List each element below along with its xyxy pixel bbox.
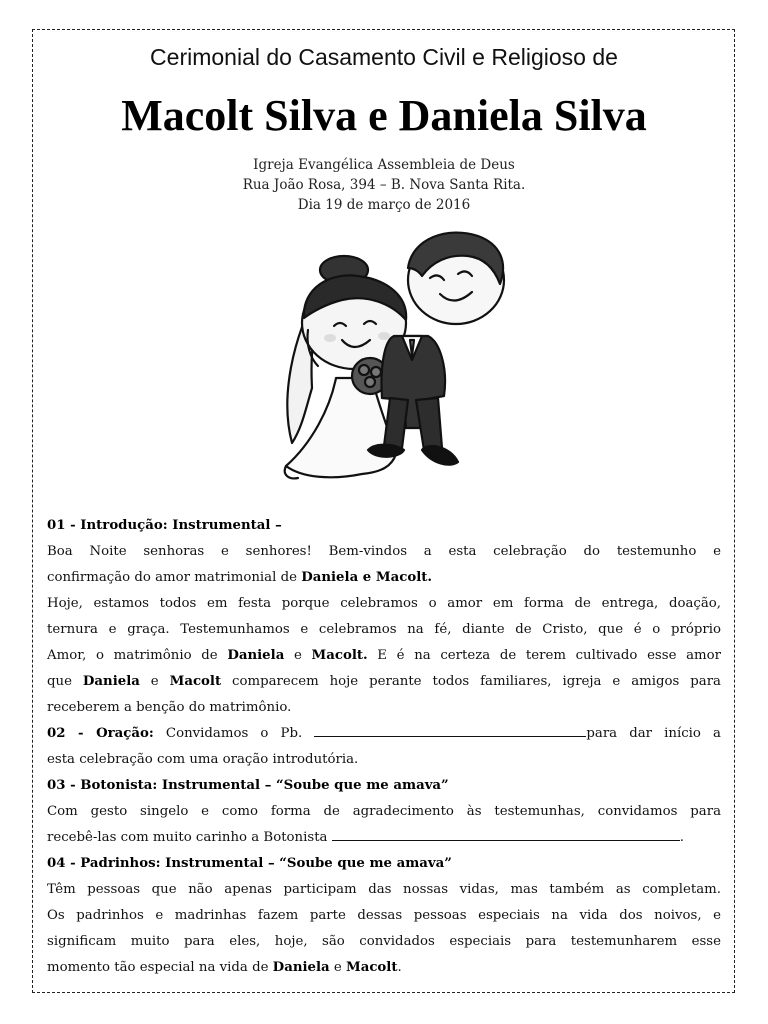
section-04-line: Os padrinhos e madrinhas fazem parte dessas pessoas especiais na vida dos noivos, e — [47, 908, 721, 923]
church-name: Igreja Evangélica Assembleia de Deus — [253, 157, 515, 173]
ceremony-program — [47, 513, 721, 981]
section-03-heading: 03 - Botonista: Instrumental – “Soube que me amava” — [47, 778, 449, 793]
section-01-line: ternura e graça. Testemunhamos e celebramos na fé, diante de Cristo, que é o próprio — [47, 622, 721, 637]
couple-title: Macolt Silva e Daniela Silva — [121, 91, 647, 140]
ceremony-subtitle: Cerimonial do Casamento Civil e Religioso de — [150, 44, 618, 70]
botonista-name-blank — [332, 828, 680, 841]
section-03-line: recebê-las com muito carinho a Botonista . — [47, 830, 684, 845]
section-01-line: Amor, o matrimônio de Daniela e Macolt. E é na certeza de terem cultivado esse amor — [47, 648, 722, 663]
section-04-line: momento tão especial na vida de Daniela e Macolt. — [47, 960, 402, 975]
ceremony-date: Dia 19 de março de 2016 — [297, 197, 471, 213]
section-04-heading: 04 - Padrinhos: Instrumental – “Soube que me amava” — [47, 856, 452, 871]
section-01-line: Hoje, estamos todos em festa porque celebramos o amor em forma de entrega, doação, — [47, 596, 721, 611]
presbyter-name-blank — [314, 724, 586, 737]
section-01-line: Boa Noite senhoras e senhores! Bem-vindos a esta celebração do testemunho e — [47, 544, 721, 559]
section-02-line: 02 - Oração: Convidamos o Pb. para dar início a — [47, 726, 721, 741]
bride-and-groom-illustration — [272, 228, 508, 490]
section-02-line: esta celebração com uma oração introdutória. — [47, 752, 359, 767]
section-01-line: confirmação do amor matrimonial de Daniela e Macolt. — [47, 570, 433, 585]
church-address: Rua João Rosa, 394 – B. Nova Santa Rita. — [242, 177, 526, 193]
section-03-line: Com gesto singelo e como forma de agradecimento às testemunhas, convidamos para — [47, 804, 721, 819]
section-01-line: que Daniela e Macolt comparecem hoje perante todos familiares, igreja e amigos para — [47, 674, 721, 689]
section-04-line: significam muito para eles, hoje, são convidados especiais para testemunharem esse — [47, 934, 721, 949]
section-01-heading: 01 - Introdução: Instrumental – — [47, 518, 282, 533]
section-04-line: Têm pessoas que não apenas participam das nossas vidas, mas também as completam. — [47, 882, 721, 897]
section-01-line: receberem a benção do matrimônio. — [47, 700, 292, 715]
section-02-heading: 02 - Oração: — [47, 726, 154, 741]
